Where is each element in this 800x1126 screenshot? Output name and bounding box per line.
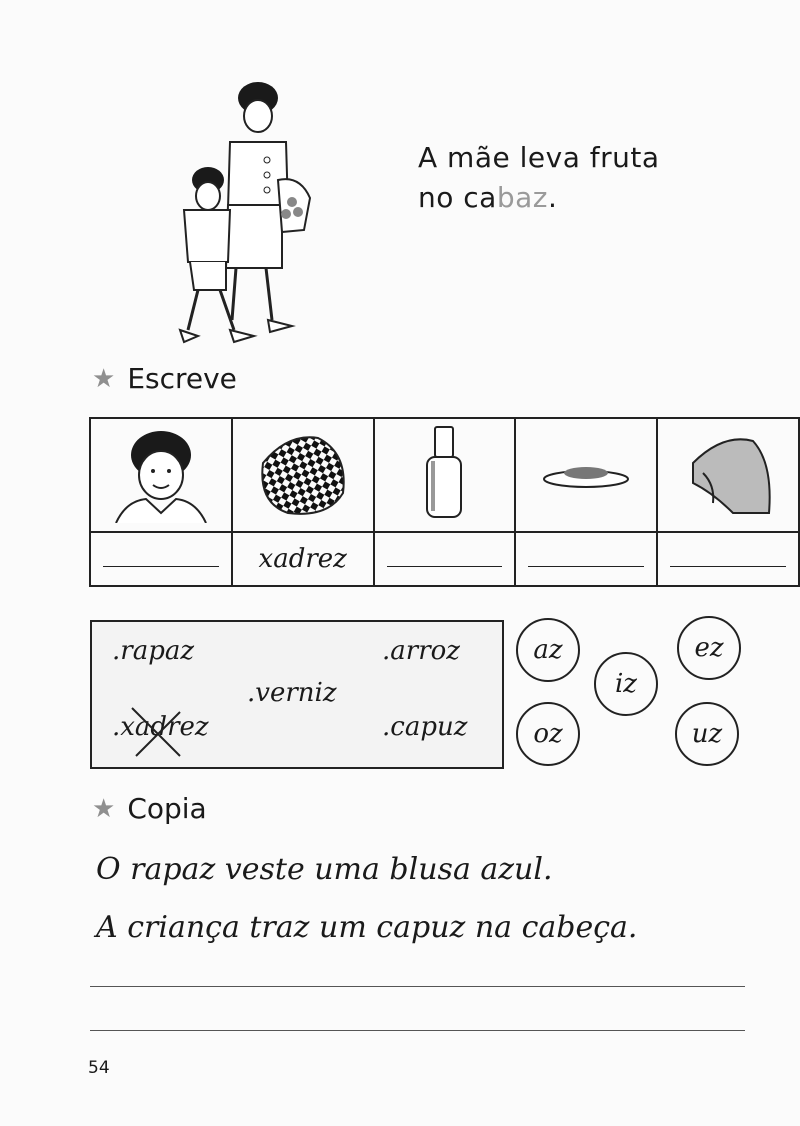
boy-icon [106, 423, 216, 523]
answer-cell-2 [232, 532, 374, 586]
copia-heading [92, 792, 207, 825]
nail-polish-icon [389, 423, 499, 523]
answer-word-xadrez: xadrez [258, 544, 347, 574]
intro-sentence-highlight: baz [496, 181, 548, 214]
intro-sentence-line2-end: . [547, 181, 558, 214]
answer-line [103, 552, 219, 567]
answer-cell-4[interactable] [515, 532, 657, 586]
escreve-heading [92, 362, 237, 395]
picture-row [90, 418, 799, 532]
writing-line[interactable] [90, 1030, 745, 1031]
answer-cell-5[interactable] [657, 532, 799, 586]
word-box-item: .capuz [382, 712, 468, 742]
answer-line [387, 552, 503, 567]
picture-cell-boy [90, 418, 232, 532]
star-icon: ★ [92, 793, 116, 824]
word-box-item: .arroz [382, 636, 460, 666]
word-box [90, 620, 504, 769]
answer-line [528, 552, 644, 567]
copia-line-1: O rapaz veste uma blusa azul. [96, 852, 553, 887]
ending-circle-oz: oz [516, 702, 580, 766]
picture-cell-xadrez [232, 418, 374, 532]
ending-circle-ez: ez [677, 616, 741, 680]
hood-icon [673, 423, 783, 523]
cross-out-mark-icon [128, 704, 184, 760]
writing-line[interactable] [90, 986, 745, 987]
ending-circle-az: az [516, 618, 580, 682]
rice-plate-icon [531, 423, 641, 523]
answer-row [90, 532, 799, 586]
picture-cell-verniz [374, 418, 516, 532]
ending-circle-uz: uz [675, 702, 739, 766]
word-box-item: .xadrez [112, 712, 209, 742]
star-icon: ★ [92, 363, 116, 394]
word-box-item: .verniz [247, 678, 337, 708]
intro-sentence [418, 138, 660, 218]
word-box-item: .rapaz [112, 636, 195, 666]
picture-cell-arroz [515, 418, 657, 532]
intro-sentence-line2 [418, 178, 660, 218]
picture-cell-capuz [657, 418, 799, 532]
ending-circle-iz: iz [594, 652, 658, 716]
copia-title: Copia [127, 792, 207, 825]
checkered-cloth-icon [248, 423, 358, 523]
escreve-title: Escreve [127, 362, 237, 395]
escreve-grid [89, 417, 800, 587]
mother-and-boy-illustration [170, 80, 340, 348]
answer-line [670, 552, 786, 567]
intro-sentence-line2-start: no ca [418, 181, 497, 214]
intro-sentence-line1: A mãe leva fruta [418, 141, 660, 174]
answer-cell-3[interactable] [374, 532, 516, 586]
answer-cell-1[interactable] [90, 532, 232, 586]
page-number: 54 [88, 1058, 110, 1078]
copia-line-2: A criança traz um capuz na cabeça. [96, 910, 638, 945]
